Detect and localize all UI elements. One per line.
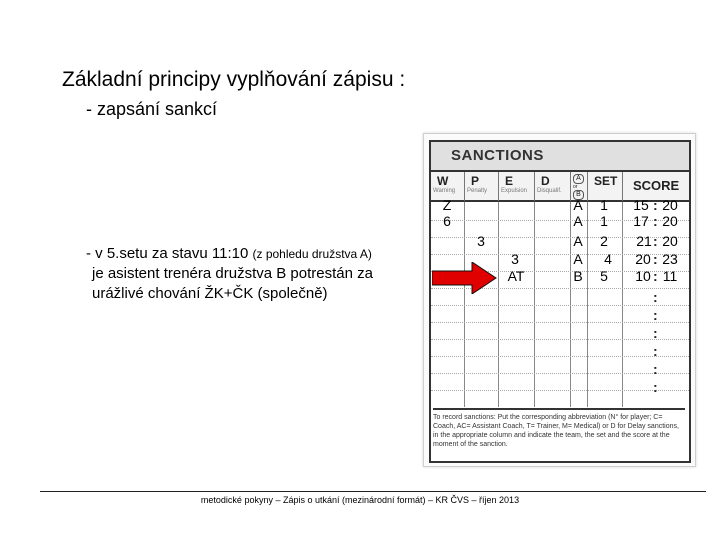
score-team-a: 21 (636, 233, 652, 249)
team-b-label: B (573, 190, 584, 200)
score-header-label: SCORE (633, 178, 680, 193)
set-entry: 5 (600, 268, 608, 284)
description-note: (z pohledu družstva A) (252, 247, 372, 261)
sanctions-footnote: To record sanctions: Put the corresponding abbreviation (N° for player; C= Coach, AC= Assistant Coach, T= Trainer, M= Medical) or D for Delay sanctions, in the appropriate column and indicate the team, the set and the score at the moment of the sanction. (433, 408, 685, 449)
column-header-key: E (505, 174, 514, 188)
score-team-a: 15 (633, 197, 649, 213)
score-separator: : (653, 268, 658, 284)
score-team-a: 17 (633, 213, 649, 229)
team-entry: A (573, 233, 583, 249)
score-team-b: 20 (662, 213, 678, 229)
column-header-sub: Warning (433, 188, 456, 194)
slide-title: Základní principy vyplňování zápisu : (62, 68, 406, 91)
team-or-label: or (573, 184, 578, 190)
row-divider (431, 373, 689, 374)
team-entry: A (573, 251, 583, 267)
score-separator: : (653, 251, 658, 267)
score-team-a: 10 (635, 268, 651, 284)
score-separator: : (653, 307, 658, 323)
row-divider (431, 339, 689, 340)
score-team-a: 20 (635, 251, 651, 267)
score-team-b: 20 (662, 197, 678, 213)
score-separator: : (653, 361, 658, 377)
description-line-1 (86, 244, 416, 264)
expulsion-entry: 3 (511, 251, 519, 267)
row-divider (431, 305, 689, 306)
score-separator: : (653, 197, 658, 213)
scoresheet-frame (429, 140, 691, 463)
slide-footer: metodické pokyny – Zápis o utkání (mezinárodní formát) – KR ČVS – říjen 2013 (200, 495, 520, 505)
team-entry: A (573, 213, 583, 229)
set-entry: 1 (600, 197, 608, 213)
column-header-sub: Penalty (467, 188, 488, 194)
score-separator: : (653, 233, 658, 249)
row-divider (431, 356, 689, 357)
description-line-3: urážlivé chování ŽK+ČK (společně) (92, 285, 328, 302)
expulsion-entry-role: AT (507, 268, 525, 284)
score-team-b: 20 (662, 233, 678, 249)
score-separator: : (653, 289, 658, 305)
column-header-key: D (541, 174, 550, 188)
team-entry: A (573, 197, 583, 213)
set-entry: 4 (604, 251, 612, 267)
score-team-b: 11 (662, 268, 678, 284)
penalty-entry: 3 (477, 233, 485, 249)
set-header-label: SET (594, 174, 618, 188)
column-header-key: P (471, 174, 480, 188)
column-header-key: W (437, 174, 449, 188)
score-separator: : (653, 325, 658, 341)
description-main-text: - v 5.setu za stavu 11:10 (86, 245, 253, 262)
score-separator: : (653, 213, 658, 229)
score-separator: : (653, 379, 658, 395)
set-entry: 2 (600, 233, 608, 249)
score-team-b: 23 (662, 251, 678, 267)
team-a-label: A (573, 174, 584, 184)
row-divider (431, 390, 689, 391)
score-separator: : (653, 343, 658, 359)
warning-entry: Z (442, 197, 452, 213)
column-header-expulsion (499, 172, 535, 202)
warning-entry-player: 6 (443, 213, 451, 229)
slide-subtitle: - zapsání sankcí (86, 99, 218, 119)
set-entry: 1 (600, 213, 608, 229)
sanction-description (86, 244, 416, 304)
column-header-penalty (465, 172, 499, 202)
sanctions-header (431, 142, 689, 172)
column-header-disqualification (535, 172, 571, 202)
column-header-sub: Expulsion (501, 188, 528, 194)
description-line-2: je asistent trenéra družstva B potrestán za (92, 265, 373, 282)
row-divider (431, 322, 689, 323)
column-header-sub: Disqualif. (537, 188, 562, 194)
sanctions-header-title: SANCTIONS (451, 147, 544, 164)
red-arrow-icon (432, 262, 502, 294)
footer-divider (40, 491, 706, 492)
team-entry: B (573, 268, 583, 284)
